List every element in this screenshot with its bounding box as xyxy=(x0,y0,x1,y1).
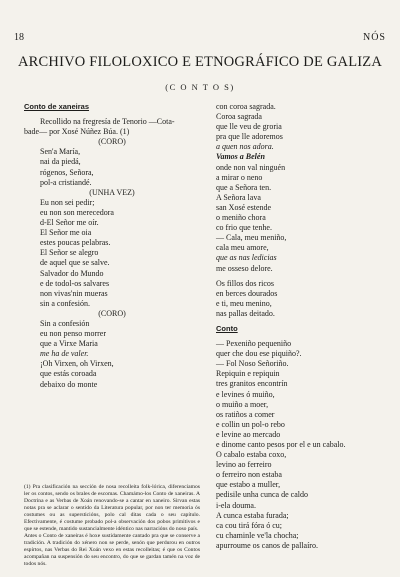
page-subtitle: (C O N T O S) xyxy=(165,82,235,92)
verse-line: e levine ao mercado xyxy=(216,429,281,439)
verse-line: o ferreiro non estaba xyxy=(216,470,282,480)
left-column xyxy=(24,102,200,390)
verse-line: en berces dourados xyxy=(216,288,278,298)
footnote-paragraph: (1) Pra clasificación na sección de nosa recolleita folk-lórica, diferenciamos ler os contos, sendo os brales de escomas. Chamámo-los Conto de xaneiras. A Doctrina e as Verbas de Xoán renovando-se a cantar en xaneiro. Sirvan estas notas pra se aclarar o sentido da Literatura popular, por non ter memoria ós costumes ou as supersticións, polo cal ditas cada o seu capítulo. Efectivamente, é costume probado pol-a observación dos pobos primitivos e que se estende, mantido sustancialmente idéntico nas narracións do noso país. xyxy=(24,484,200,532)
verse-line: que estabo a muller, xyxy=(216,480,281,490)
verse-line: pol-a cristiandé. xyxy=(40,177,92,187)
verse-line: e collin un pol-o rebo xyxy=(216,419,285,429)
verse-line: Vamos a Belén xyxy=(216,152,265,162)
verse-line: Coroa sagrada xyxy=(216,112,262,122)
coro-label: (CORO) xyxy=(98,137,126,147)
verse-line: i-ela douma. xyxy=(216,500,256,510)
verse-line: cala meu amore, xyxy=(216,243,269,253)
verse-line: onde non val ninguén xyxy=(216,162,286,172)
verse-line: de aquel que se salve. xyxy=(40,258,110,268)
verse-line: que a Señora ten. xyxy=(216,182,272,192)
verse-line: Sin a confesión xyxy=(40,318,90,328)
verse-line: levino ao ferreiro xyxy=(216,460,272,470)
verse-line: a mirar o neno xyxy=(216,172,263,182)
footnotes xyxy=(24,484,200,568)
verse-line: apurroume os canos de pallaíro. xyxy=(216,540,318,550)
verse-line: pedisile unha cunca de caldo xyxy=(216,490,308,500)
verse-line: ¡Oh Virxen, oh Virxen, xyxy=(40,359,114,369)
verse-line: A Señora lava xyxy=(216,192,261,202)
verse-line: o muiño a moer, xyxy=(216,399,269,409)
verse-line: debaixo do monte xyxy=(40,379,98,389)
verse-line: A cunca estaba furada; xyxy=(216,510,289,520)
verse-line: nas pallas deitado. xyxy=(216,308,275,318)
verse-line: Eu non sei pedir; xyxy=(40,197,95,207)
verse-line: que a Virxe Maria xyxy=(40,339,98,349)
verse-line: — Fol Noso Señoriño. xyxy=(216,359,289,369)
verse-line: non vivas'nin mueras xyxy=(40,288,108,298)
verse-line: — Pexeniño pequeniño xyxy=(216,339,292,349)
verse-line: eu non son merecedora xyxy=(40,207,114,217)
coro-label: (CORO) xyxy=(98,308,126,318)
section-heading-conto: Conto xyxy=(216,323,238,333)
intro-line: Recollido na fregresía de Tenorio —Cota- xyxy=(40,117,175,127)
verse-line: tres granitos encontrín xyxy=(216,379,288,389)
verse-line: os ratiños a comer xyxy=(216,409,275,419)
intro-line: bade— por Xosé Núñez Búa. (1) xyxy=(24,127,130,137)
footnote-paragraph: Antes o Conto de xaneiras é hoxe sustidamente cantado pra que se conserve a tradición. A tradición do xénero non se perde, senón que perdurou en outros espírtos, nas Verbas do Rei Xoán vexo en estas recolleitas; é que os Contos acompañan na suspensión do seu encontro, do que se gardan tamén na voz de todos nós. xyxy=(24,533,200,567)
verse-line: cu chaminle ve'la chocha; xyxy=(216,530,299,540)
verse-line: e de todol-os salvares xyxy=(40,278,110,288)
unha-vez-label: (UNHA VEZ) xyxy=(89,187,135,197)
verse-line: e levines ó muiño, xyxy=(216,389,275,399)
verse-line: me osseso delore. xyxy=(216,263,273,273)
verse-line: que estás coroada xyxy=(40,369,97,379)
verse-line: d-El Señor me oír. xyxy=(40,218,99,228)
verse-line: — Cala, meu meniño, xyxy=(216,233,287,243)
verse-line: o meniño chora xyxy=(216,213,266,223)
verse-line: quer che dou ese piquiño?. xyxy=(216,349,302,359)
verse-line: a quen nos adora. xyxy=(216,142,274,152)
verse-line: co frio que tenhe. xyxy=(216,223,272,233)
verse-line: rógenos, Señora, xyxy=(40,167,94,177)
journal-name: NÓS xyxy=(362,32,386,43)
verse-line: eu non penso morrer xyxy=(40,329,106,339)
verse-line: estes poucas pelabras. xyxy=(40,238,111,248)
verse-line: pra que lle adoremos xyxy=(216,132,283,142)
page-number: 18 xyxy=(14,32,24,43)
verse-line: Repiquin e repiquin xyxy=(216,369,280,379)
page-title: ARCHIVO FILOLOXICO E ETNOGRÁFICO DE GALIZA xyxy=(17,54,383,70)
verse-line: san Xosé estende xyxy=(216,202,272,212)
verse-line: O cabalo estaba coxo, xyxy=(216,450,287,460)
verse-line: El Señor me oia xyxy=(40,228,92,238)
verse-line: Os fillos dos ricos xyxy=(216,278,274,288)
verse-line: ca cou tirá fóra ó cu; xyxy=(216,520,282,530)
verse-line: e dinome canto pesos por el e un cabalo. xyxy=(216,440,346,449)
verse-line: que as nas ledicias xyxy=(216,253,277,263)
verse-line: con coroa sagrada. xyxy=(216,102,276,111)
verse-line: El Señor se alegro xyxy=(40,248,99,258)
verse-line: e ti, meu menino, xyxy=(216,298,272,308)
verse-line: que lle veu de groria xyxy=(216,122,282,132)
section-heading-xaneiras: Conto de xaneiras xyxy=(24,102,90,111)
verse-line: me ha de valer. xyxy=(40,349,89,359)
verse-line: Salvador do Mundo xyxy=(40,268,104,278)
verse-line: sin a confesión. xyxy=(40,298,90,308)
right-column xyxy=(216,102,394,551)
verse-line: Sen'a María, xyxy=(40,147,81,157)
verse-line: nai da piedá, xyxy=(40,157,81,167)
